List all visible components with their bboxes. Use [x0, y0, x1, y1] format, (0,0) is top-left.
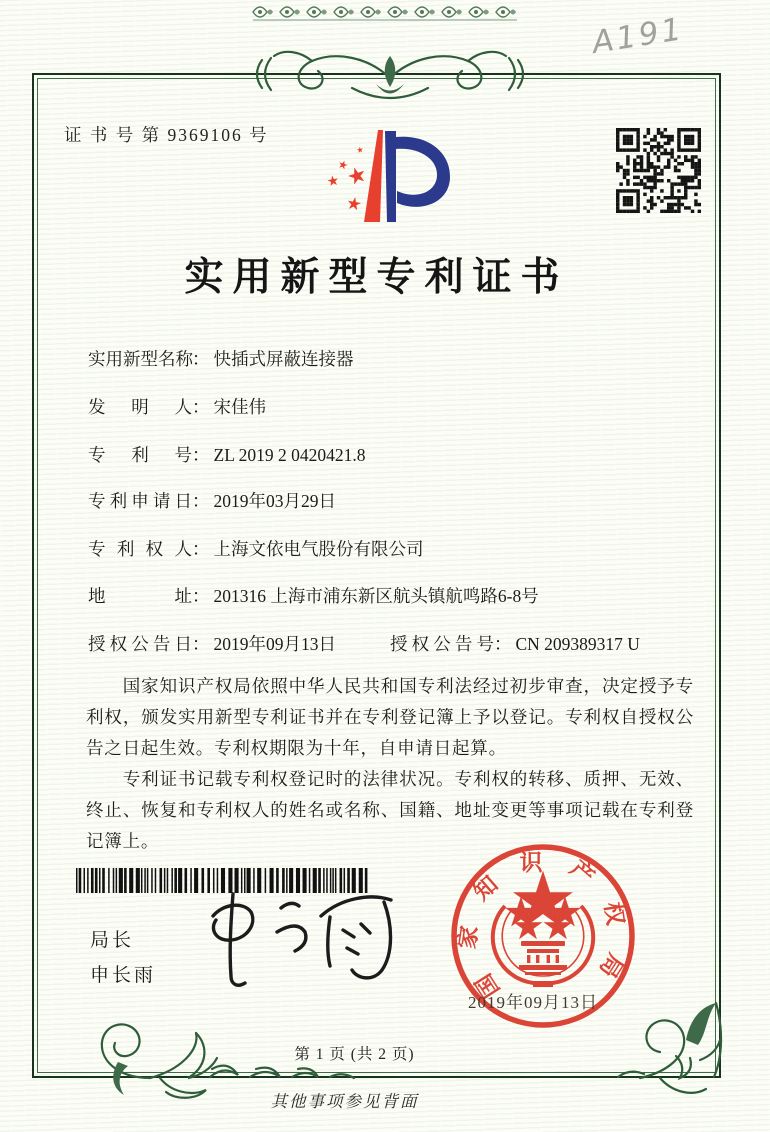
field-value: 2019年03月29日 [213, 491, 336, 511]
field-label: 专利权人 [88, 539, 192, 559]
field-colon: ： [192, 634, 210, 654]
field-label: 发明人 [88, 397, 192, 417]
certificate-title: 实用新型专利证书 [184, 256, 569, 299]
field-value: 2019年09月13日 [213, 634, 336, 654]
logo-red-wedge [364, 130, 383, 222]
legal-paragraph: 国家知识产权局依照中华人民共和国专利法经过初步审查，决定授予专利权，颁发实用新型专利证书并在专利登记簿上予以登记。专利权自授权公告之日起生效。专利权期限为十年，自申请日起算。 [86, 676, 694, 758]
field-value: 宋佳伟 [213, 397, 266, 417]
field-row [88, 488, 336, 513]
logo-blue-bowl [396, 137, 450, 207]
field-colon: ： [192, 539, 210, 559]
field-value: 201316 上海市浦东新区航头镇航鸣路6-8号 [213, 586, 539, 606]
field-row [88, 442, 365, 467]
field-value: 上海文依电气股份有限公司 [213, 539, 424, 559]
director-title: 局长 [90, 930, 135, 951]
field-colon: ： [192, 349, 210, 369]
page-number: 第 1 页 (共 2 页) [294, 1046, 415, 1063]
seal-text: 国家知识产权局 [454, 849, 632, 1003]
field-value: ZL 2019 2 0420421.8 [213, 445, 366, 465]
field-colon: ： [192, 445, 210, 465]
field-label: 实用新型名称 [88, 349, 193, 369]
logo-blue-stem [385, 131, 396, 222]
field-label: 授权公告号 [390, 634, 494, 654]
field-label: 授权公告日 [88, 634, 192, 654]
field-row [88, 394, 266, 419]
field-row [88, 346, 354, 371]
field-label: 专利申请日 [88, 491, 192, 511]
legal-paragraphs [86, 671, 694, 857]
seal-date: 2019年09月13日 [468, 993, 598, 1012]
field-colon: ： [192, 397, 210, 417]
logo-stars [327, 146, 368, 210]
qr-code-icon [616, 128, 701, 213]
field-colon: ： [192, 586, 210, 606]
back-side-note: 其他事项参见背面 [270, 1092, 419, 1111]
field-row [88, 583, 539, 608]
legal-paragraph: 专利证书记载专利权登记时的法律状况。专利权的转移、质押、无效、终止、恢复和专利权人的姓名或名称、国籍、地址变更等事项记载在专利登记簿上。 [86, 769, 694, 851]
cnipa-logo-icon [300, 118, 480, 238]
director-name: 申长雨 [90, 965, 157, 986]
top-lace-band [253, 7, 517, 20]
field-value: 快插式屏蔽连接器 [213, 349, 354, 369]
field-label: 地址 [88, 586, 192, 606]
signature-icon [185, 880, 405, 995]
field-row [88, 631, 640, 656]
field-value: CN 209389317 U [515, 634, 640, 654]
seal-national-emblem [493, 890, 593, 987]
field-label: 专利号 [88, 445, 192, 465]
field-pair-secondary [390, 631, 640, 656]
field-row [88, 536, 424, 561]
field-colon: ： [192, 491, 210, 511]
field-colon: ： [494, 634, 512, 654]
handwritten-annotation: A191 [589, 10, 687, 62]
certificate-number: 证 书 号 第 9369106 号 [64, 125, 269, 145]
